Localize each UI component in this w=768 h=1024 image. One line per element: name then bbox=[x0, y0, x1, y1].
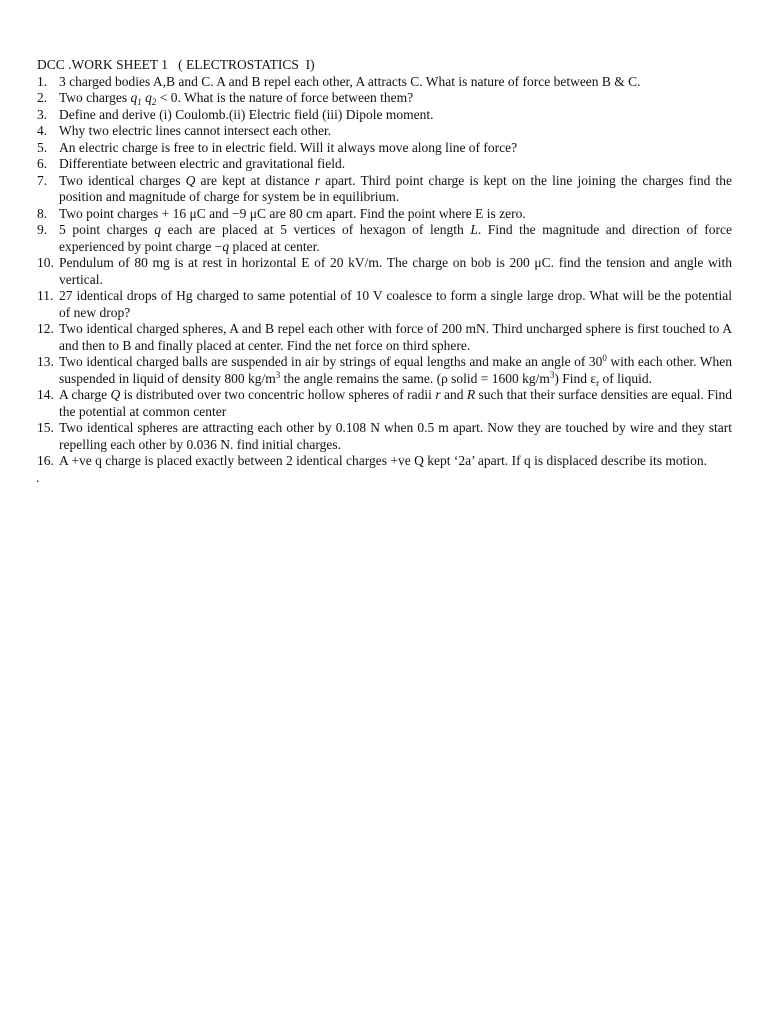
question-text bbox=[59, 140, 517, 155]
question-text bbox=[59, 173, 732, 205]
question-text-segment: such that their surface densities are equal. Find the potential at common center bbox=[59, 387, 732, 419]
question-text-segment: q bbox=[145, 90, 152, 105]
question-number: 9. bbox=[37, 222, 48, 237]
question-text-segment: Q bbox=[185, 172, 196, 188]
question-number: 6. bbox=[37, 156, 48, 171]
question-text-segment: 3 bbox=[275, 369, 281, 380]
question-text-segment: An electric charge is free to in electric field. Will it always move along line of force? bbox=[59, 139, 518, 155]
question-text-segment: each are placed at 5 vertices of hexagon of length bbox=[161, 222, 471, 237]
question-text bbox=[59, 255, 732, 287]
question-item bbox=[37, 288, 732, 321]
worksheet-title: DCC .WORK SHEET 1 ( ELECTROSTATICS I) bbox=[37, 57, 315, 72]
question-item bbox=[37, 173, 732, 206]
question-text bbox=[59, 420, 732, 452]
question-text bbox=[59, 156, 345, 171]
question-text-segment: L bbox=[470, 222, 478, 237]
question-text bbox=[59, 123, 331, 138]
question-text-segment: Two point charges + 16 μC and −9 μC are 80 cm apart. Find the point where E is zero. bbox=[59, 205, 526, 221]
question-number: 10. bbox=[37, 255, 54, 270]
question-text-segment: 3 bbox=[549, 369, 555, 380]
question-item bbox=[37, 123, 732, 140]
question-text-segment: Differentiate between electric and gravitational field. bbox=[59, 156, 346, 171]
question-item bbox=[37, 321, 732, 354]
question-text-segment: Two identical charged balls are suspended in air by strings of equal lengths and make an angle of 30 bbox=[59, 354, 603, 369]
question-item bbox=[37, 107, 732, 124]
question-number: 16. bbox=[37, 453, 54, 468]
question-text bbox=[59, 453, 707, 468]
question-text-segment: q bbox=[222, 238, 230, 254]
question-list bbox=[37, 74, 732, 470]
question-text bbox=[59, 74, 641, 89]
question-text-segment: R bbox=[466, 387, 476, 402]
question-text-segment: Why two electric lines cannot intersect each other. bbox=[59, 123, 332, 138]
question-item bbox=[37, 255, 732, 288]
question-text-segment: 5 point charges bbox=[59, 222, 155, 237]
question-text bbox=[59, 288, 732, 320]
question-text-segment: q bbox=[154, 222, 161, 237]
question-text bbox=[59, 90, 413, 105]
question-text bbox=[59, 354, 732, 386]
question-item bbox=[37, 354, 732, 387]
question-item bbox=[37, 206, 732, 223]
question-item bbox=[37, 222, 732, 255]
question-number: 8. bbox=[37, 205, 48, 221]
question-item bbox=[37, 74, 732, 91]
question-text-segment: apart. Third point charge is kept on the line joining the charges find the position and magnitude of charge for system be in equilibrium. bbox=[59, 172, 732, 204]
question-text-segment: Define and derive (i) Coulomb.(ii) Electric field (iii) Dipole moment. bbox=[59, 106, 434, 122]
question-item bbox=[37, 90, 732, 107]
question-number: 14. bbox=[37, 387, 54, 402]
question-text-segment: Two charges bbox=[59, 90, 131, 105]
question-number: 13. bbox=[37, 354, 54, 369]
question-text-segment: A charge bbox=[59, 387, 111, 402]
question-text-segment: Two identical charged spheres, A and B repel each other with force of 200 mN. Third uncharged sphere is first touched to A and then to B and finally placed at center. Find the net force on third sphere. bbox=[59, 321, 732, 353]
question-text-segment: Two identical charges bbox=[59, 172, 186, 188]
question-text-segment: 27 identical drops of Hg charged to same potential of 10 V coalesce to form a single large drop. What will be the potential of new drop? bbox=[59, 288, 732, 320]
question-item bbox=[37, 140, 732, 157]
question-text-segment: r bbox=[596, 377, 600, 388]
question-text-segment: the angle remains the same. (ρ solid = 1600 kg/m bbox=[280, 370, 550, 386]
question-text-segment: 1 bbox=[137, 97, 142, 107]
question-number: 11. bbox=[37, 288, 54, 303]
question-item bbox=[37, 156, 732, 173]
question-number: 2. bbox=[37, 90, 48, 105]
question-text-segment: of liquid. bbox=[599, 370, 652, 386]
question-text-segment: r bbox=[435, 387, 441, 402]
question-text-segment: Two identical spheres are attracting each other by 0.108 N when 0.5 m apart. Now they are touched by wire and they start repelling each other by 0.036 N. find initial charges. bbox=[59, 420, 732, 452]
question-text bbox=[59, 222, 732, 254]
question-text-segment: with each other. When suspended in liquid of density 800 kg/m bbox=[59, 354, 732, 386]
question-number: 15. bbox=[37, 420, 54, 435]
question-text-segment: and bbox=[440, 387, 467, 402]
question-item bbox=[37, 420, 732, 453]
trailing-mark: . bbox=[36, 469, 40, 485]
question-text-segment: 2 bbox=[151, 97, 157, 107]
question-text-segment: ) Find ε bbox=[554, 370, 597, 386]
question-text-segment: are kept at distance bbox=[195, 172, 315, 188]
question-text-segment: placed at center. bbox=[229, 238, 320, 254]
question-number: 7. bbox=[37, 172, 48, 188]
question-text-segment: 0 bbox=[602, 353, 607, 363]
question-text-segment: . Find the magnitude and direction of force experienced by point charge − bbox=[59, 222, 733, 254]
question-text-segment: q bbox=[130, 90, 138, 105]
question-item bbox=[37, 453, 732, 470]
question-item bbox=[37, 387, 732, 420]
question-text-segment: Q bbox=[110, 387, 121, 402]
question-text bbox=[59, 206, 526, 221]
question-text-segment: is distributed over two concentric hollow spheres of radii bbox=[120, 387, 436, 402]
worksheet-page bbox=[37, 57, 732, 486]
question-number: 5. bbox=[37, 139, 48, 155]
question-text-segment: < 0. What is the nature of force between them? bbox=[156, 90, 414, 105]
question-text-segment: A +ve q charge is placed exactly between 2 identical charges +ve Q kept ‘2a’ apart. If q is displaced describe its motion. bbox=[59, 453, 707, 468]
question-text-segment: r bbox=[314, 172, 321, 188]
question-text bbox=[59, 387, 732, 419]
question-number: 1. bbox=[37, 73, 48, 89]
question-text bbox=[59, 107, 434, 122]
question-text bbox=[59, 321, 732, 353]
question-number: 12. bbox=[37, 321, 54, 336]
question-text-segment: Pendulum of 80 mg is at rest in horizontal E of 20 kV/m. The charge on bob is 200 μC. find the tension and angle with vertical. bbox=[59, 255, 732, 287]
question-number: 4. bbox=[37, 123, 48, 138]
question-text-segment: 3 charged bodies A,B and C. A and B repel each other, A attracts C. What is nature of force between B & C. bbox=[59, 73, 641, 89]
question-number: 3. bbox=[37, 106, 48, 122]
